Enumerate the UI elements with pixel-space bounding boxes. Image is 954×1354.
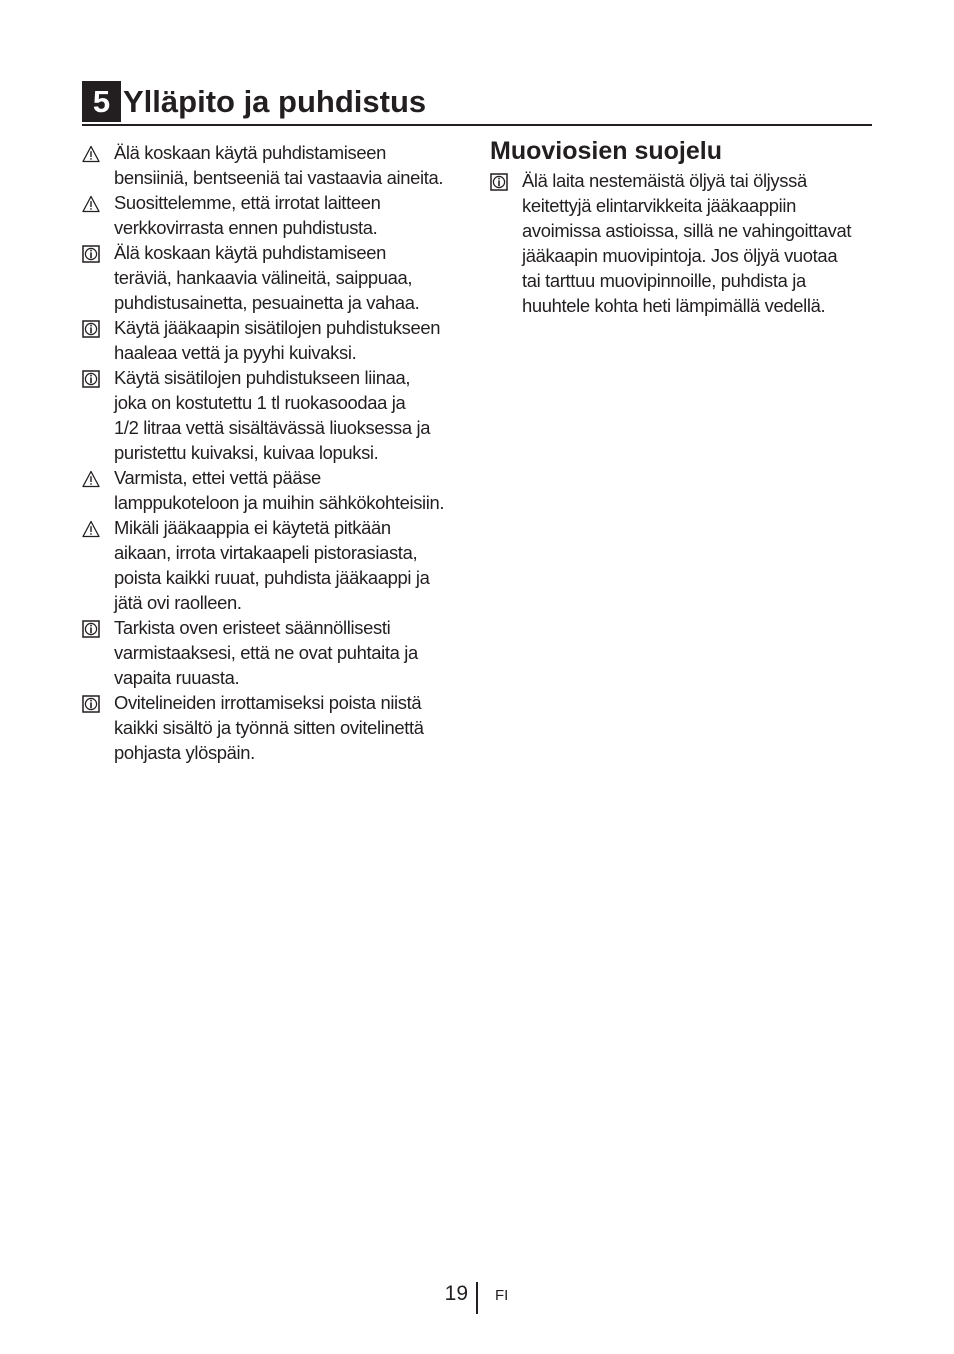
warning-icon — [82, 194, 100, 212]
list-item-text: Älä koskaan käytä puhdistamiseen teräviä, hankaavia välineitä, saippuaa, puhdistusainetta, pesuainetta ja vahaa. — [114, 242, 420, 313]
list-item — [82, 365, 472, 465]
info-icon — [82, 369, 100, 387]
language-code: FI — [495, 1287, 509, 1304]
list-item-text: Käytä sisätilojen puhdistukseen liinaa, joka on kostutettu 1 tl ruokasoodaa ja 1/2 litraa vettä sisältävässä liuoksessa ja puristettu kuivaksi, kuivaa lopuksi. — [114, 367, 431, 463]
chapter-header — [82, 81, 872, 126]
list-item-text: Tarkista oven eristeet säännöllisesti varmistaaksesi, että ne ovat puhtaita ja vapaita ruuasta. — [114, 617, 418, 688]
right-column — [490, 136, 880, 318]
list-item-text: Älä laita nestemäistä öljyä tai öljyssä keitettyjä elintarvikkeita jääkaappiin avoimissa astioissa, sillä ne vahingoittavat jääkaapin muovipintoja. Jos öljyä vuotaa tai tarttuu muovipinnoille, puhdista ja huuhtele kohta heti lämpimällä vedellä. — [522, 170, 852, 316]
left-column — [82, 140, 472, 765]
page-footer — [0, 1280, 954, 1320]
list-item-text: Ovitelineiden irrottamiseksi poista niistä kaikki sisältö ja työnnä sitten ovitelinettä pohjasta ylöspäin. — [114, 692, 424, 763]
info-icon — [82, 619, 100, 637]
info-icon — [490, 172, 508, 190]
list-item — [82, 690, 472, 765]
chapter-title: Ylläpito ja puhdistus — [123, 84, 427, 119]
list-item — [82, 515, 472, 615]
page-number: 19 — [444, 1282, 468, 1305]
info-icon — [82, 244, 100, 262]
warning-icon — [82, 469, 100, 487]
list-item — [82, 615, 472, 690]
list-item — [82, 315, 472, 365]
list-item-text: Suosittelemme, että irrotat laitteen verkkovirrasta ennen puhdistusta. — [114, 192, 381, 238]
list-item — [490, 168, 880, 318]
footer-divider — [476, 1282, 478, 1314]
list-item — [82, 140, 472, 190]
list-item-text: Varmista, ettei vettä pääse lamppukoteloon ja muihin sähkökohteisiin. — [114, 467, 445, 513]
section-title: Muoviosien suojelu — [490, 137, 722, 165]
info-icon — [82, 694, 100, 712]
list-item — [82, 190, 472, 240]
list-item — [82, 240, 472, 315]
info-icon — [82, 319, 100, 337]
list-item-text: Älä koskaan käytä puhdistamiseen bensiiniä, bentseeniä tai vastaavia aineita. — [114, 142, 444, 188]
list-item — [82, 465, 472, 515]
list-item-text: Käytä jääkaapin sisätilojen puhdistukseen haaleaa vettä ja pyyhi kuivaksi. — [114, 317, 441, 363]
warning-icon — [82, 519, 100, 537]
warning-icon — [82, 144, 100, 162]
chapter-number: 5 — [82, 81, 121, 122]
list-item-text: Mikäli jääkaappia ei käytetä pitkään aikaan, irrota virtakaapeli pistorasiasta, poista kaikki ruuat, puhdista jääkaappi ja jätä ovi raolleen. — [114, 517, 430, 613]
